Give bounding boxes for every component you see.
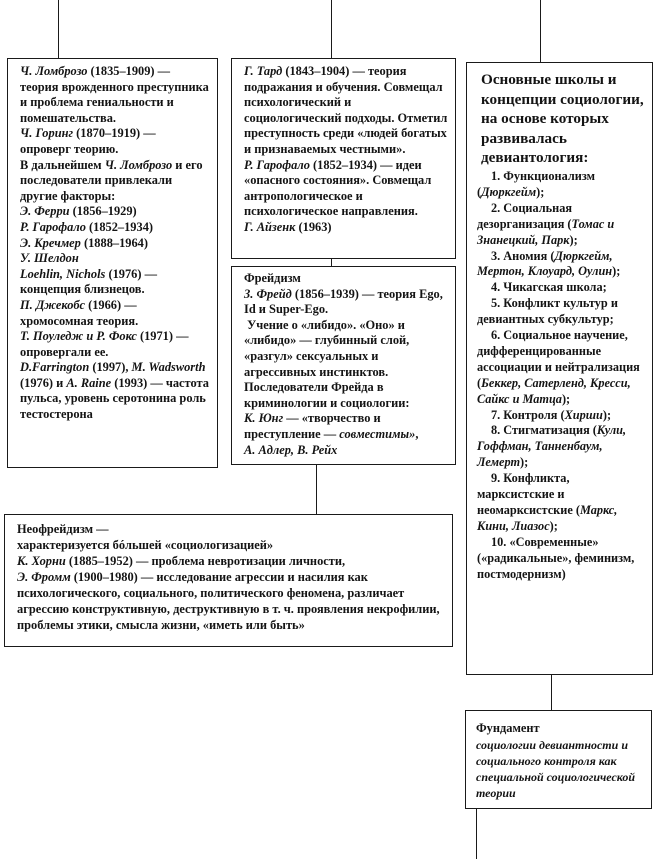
- school-authors: Хирши: [564, 407, 603, 422]
- connector-top-right: [540, 0, 541, 62]
- tarde-box: [231, 58, 456, 259]
- author-name: Г. Айзенк: [244, 219, 296, 234]
- author-name: A. Raine: [66, 375, 112, 390]
- school-item: [477, 328, 646, 408]
- author-name: А. Адлер, В. Рейх: [244, 442, 338, 457]
- school-authors: Кули, Гоффман, Танненбаум, Лемерт: [477, 423, 627, 470]
- entry-horney: [17, 553, 446, 569]
- school-punctuation: );: [569, 232, 578, 247]
- author-name: M. Wadsworth: [131, 360, 206, 375]
- author-name: Г. Тард: [244, 64, 283, 78]
- school-item: [477, 169, 646, 201]
- entry-garofalo: [244, 158, 449, 220]
- entry-text: (1856–1929): [69, 204, 137, 219]
- entry-text: (1997),: [89, 360, 132, 375]
- schools-title: Основные школы и концепции социологии, на основе которых развивалась девиантология:: [481, 71, 644, 167]
- connector-schools-foundation: [551, 674, 552, 710]
- school-label: 2. Социальная дезорганизация (: [477, 200, 573, 231]
- school-item: [477, 471, 646, 535]
- connector-top-middle: [331, 0, 332, 58]
- author-name: D.Farrington: [20, 360, 90, 375]
- entry-sheldon: [20, 251, 209, 267]
- connector-tarde-freud: [331, 258, 332, 266]
- author-name: Ч. Горинг: [20, 126, 74, 141]
- entry-garofalo: [20, 220, 209, 236]
- school-authors: Дюркгейм: [481, 184, 537, 199]
- author-name: Э. Ферри: [20, 204, 70, 219]
- author-name: З. Фрейд: [244, 286, 292, 301]
- author-name: У. Шелдон: [20, 251, 79, 266]
- entry-text: (1835–1909) — теория врожденного преступника и проблема гениальности и помешательства.: [20, 64, 209, 125]
- entry-jacobs: [20, 298, 209, 329]
- entry-punctuation: ,: [415, 426, 419, 441]
- school-authors: Беккер, Сатерленд, Кресси, Сайкс и Матца: [477, 375, 631, 406]
- author-name: К. Юнг: [244, 411, 284, 426]
- foundation-box: [465, 710, 652, 809]
- connector-top-left: [58, 0, 59, 58]
- neo-freudism-subheading: характеризуется бóльшей «социологизацией»: [17, 538, 274, 552]
- entry-kretschmer: [20, 236, 209, 252]
- entry-text: (1900–1980) — исследование агрессии и насилия как психологического, социального, политического феномена, различает агрессию конструктивную, деструктивную в т. ч. проявления некрофилии, проблемы этики, смысла жизни, «иметь или быть»: [17, 570, 440, 632]
- entry-text: (1870–1919) — опроверг теорию.: [20, 126, 156, 156]
- school-punctuation: );: [520, 455, 529, 470]
- school-punctuation: );: [612, 264, 621, 279]
- school-label: 1. Функционализм (: [477, 168, 595, 199]
- sociology-schools-box: [466, 62, 653, 675]
- school-item: [477, 408, 646, 424]
- school-authors: Дюркгейм, Мертон, Клоуард, Оулин: [477, 248, 613, 279]
- entry-text: (1976) — концепция близнецов.: [20, 266, 157, 297]
- freudism-heading: Фрейдизм: [244, 271, 301, 285]
- school-item: [477, 296, 646, 328]
- connector-foundation-down: [476, 808, 477, 859]
- entry-text: (1888–1964): [80, 235, 148, 250]
- entry-adler-reich: [244, 443, 449, 459]
- entry-prefix: В дальнейшем: [20, 157, 105, 172]
- author-name: Loehlin, Nichols: [20, 266, 106, 281]
- biological-theories-box: [7, 58, 218, 468]
- author-name: Р. Гарофало: [244, 157, 310, 172]
- entry-text: (1993) — частота пульса, уровень серотонина роль тестостерона: [20, 375, 209, 422]
- entry-followers: [20, 158, 209, 205]
- entry-ferri: [20, 204, 209, 220]
- author-name: К. Хорни: [17, 554, 66, 568]
- entry-italic-text: совместимы»: [339, 426, 416, 441]
- school-item: [477, 201, 646, 249]
- school-item: [477, 249, 646, 281]
- school-label: 9. Конфликта, марксистские и неомарксистские (: [477, 471, 580, 517]
- entry-text: (1843–1904) — теория подражания и обучения. Совмещал психологический и социологический подходы. Отметил преступность среди «людей богатых и признаваемых честными».: [244, 64, 448, 156]
- freudism-box: [231, 266, 456, 465]
- entry-fromm: [17, 569, 446, 633]
- entry-text: (1963): [295, 219, 332, 234]
- school-label: 10. «Современные» («радикальные», феминизм, постмодернизм): [477, 534, 635, 581]
- neo-freudism-heading: Неофрейдизм —: [17, 522, 109, 536]
- author-name: Р. Гарофало: [20, 219, 86, 234]
- school-label: 8. Стигматизация (: [491, 423, 597, 438]
- school-punctuation: );: [536, 184, 545, 199]
- author-name: Э. Фромм: [17, 570, 71, 584]
- entry-farrington: [20, 360, 209, 422]
- entry-text: — «творчество и преступление —: [244, 411, 381, 441]
- entry-tarde: [244, 64, 449, 158]
- entry-text: и его последователи привлекали другие факторы:: [20, 157, 203, 203]
- school-label: 7. Контроля (: [491, 407, 565, 422]
- school-item: [477, 423, 646, 471]
- author-name: Ч. Ломброзо: [20, 64, 88, 78]
- school-authors: Томас и Знанецкий, Парк: [477, 216, 615, 247]
- school-authors: Маркс, Кини, Лиазос: [477, 503, 618, 533]
- entry-text: (1971) — опровергали ее.: [20, 329, 189, 359]
- foundation-text: социологии девиантности и социального контроля как специальной социологической теории: [476, 737, 636, 800]
- author-name: Э. Кречмер: [20, 235, 81, 250]
- entry-text: (1852–1934): [85, 219, 154, 234]
- connector-freud-neo: [316, 464, 317, 514]
- entry-text: (1885–1952) — проблема невротизации личности,: [65, 554, 346, 568]
- school-punctuation: );: [549, 518, 558, 533]
- entry-jung: [244, 411, 449, 442]
- school-label: 4. Чикагская школа;: [491, 280, 607, 295]
- entry-pouledge: [20, 329, 209, 360]
- school-item: [477, 535, 646, 583]
- entry-eysenck: [244, 220, 449, 236]
- entry-text: (1976) и: [20, 375, 67, 390]
- schools-list: [477, 169, 646, 583]
- entry-lombroso: [20, 64, 209, 126]
- school-punctuation: );: [602, 407, 612, 422]
- entry-text: (1966) — хромосомная теория.: [20, 297, 139, 328]
- entry-goring: [20, 126, 209, 157]
- school-item: [477, 280, 646, 296]
- author-name: Ч. Ломброзо: [104, 157, 173, 172]
- foundation-heading: Фундамент: [476, 721, 540, 735]
- neo-freudism-box: [4, 514, 453, 647]
- entry-loehlin: [20, 267, 209, 298]
- school-label: 5. Конфликт культур и девиантных субкультур;: [477, 296, 618, 327]
- entry-libido: Учение о «либидо». «Оно» и «либидо» — глубинный слой, «разгул» сексуальных и агрессивных инстинктов. Последователи Фрейда в криминологии и социологии:: [244, 317, 413, 410]
- author-name: Т. Поуледж и Р. Фокс: [20, 329, 137, 344]
- school-label: 6. Социальное научение, дифференцированные ассоциации и нейтрализация (: [477, 328, 640, 390]
- entry-text: (1852–1934) — идеи «опасного состояния». Совмещал антропологическое и психологическое направления.: [244, 157, 432, 219]
- author-name: П. Джекобс: [20, 297, 85, 312]
- entry-text: (1856–1939) — теория Ego, Id и Super-Ego.: [244, 286, 443, 317]
- entry-freud: [244, 287, 449, 318]
- school-punctuation: );: [561, 391, 571, 406]
- school-label: 3. Аномия (: [491, 248, 555, 263]
